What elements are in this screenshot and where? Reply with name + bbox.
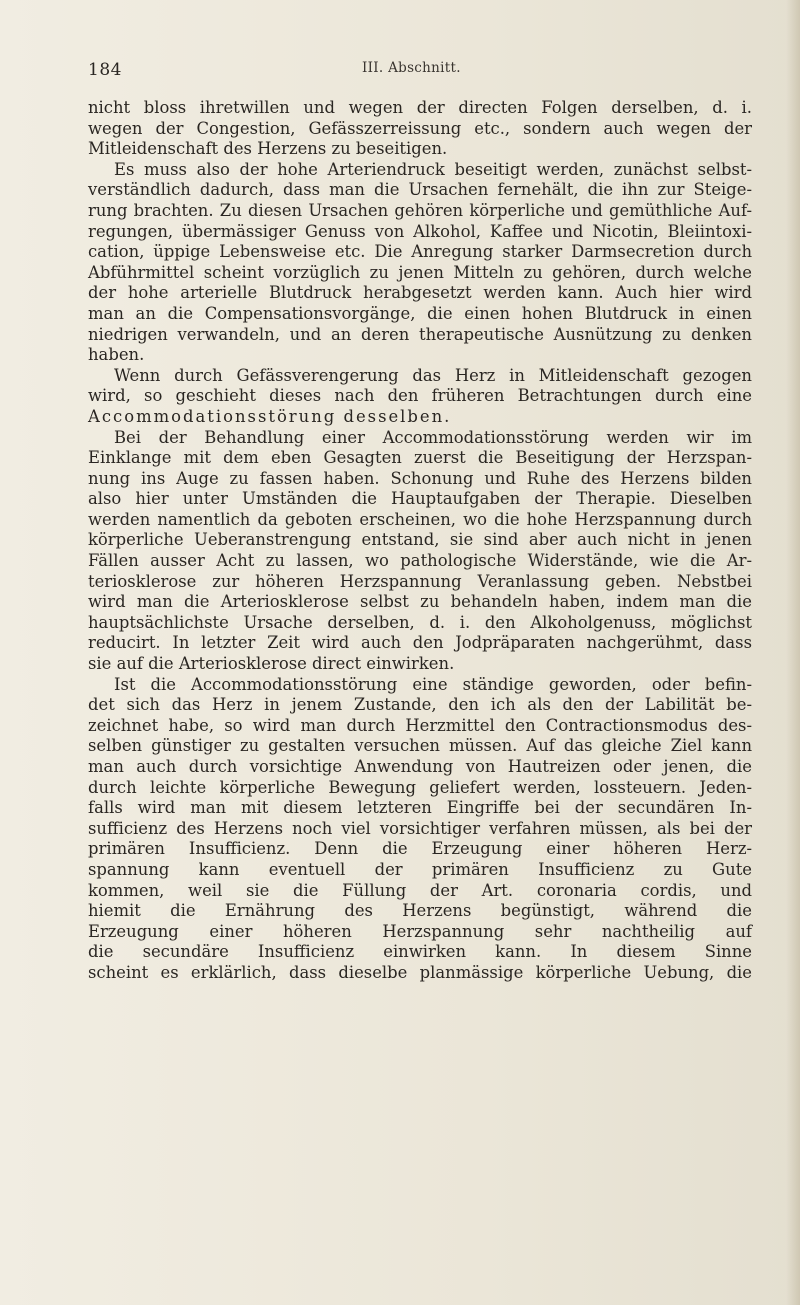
text-line: man an die Compensationsvorgänge, die einen hohen Blutdruck in einen — [88, 303, 752, 323]
text-line: wird, so geschieht dieses nach den früheren Betrachtungen durch eine — [88, 386, 752, 406]
text-line: scheint es erklärlich, dass dieselbe planmässige körperliche Uebung, die — [88, 962, 752, 982]
text-line: Abführmittel scheint vorzüglich zu jenen Mitteln zu gehören, durch welche — [88, 262, 752, 282]
text-line: Einklange mit dem eben Gesagten zuerst die Beseitigung der Herzspan- — [88, 448, 752, 468]
text-line: Fällen ausser Acht zu lassen, wo pathologische Widerstände, wie die Ar- — [88, 551, 752, 571]
text-line: Mitleidenschaft des Herzens zu beseitigen. — [88, 139, 448, 159]
text-line: teriosklerose zur höheren Herzspannung Veranlassung geben. Nebstbei — [88, 571, 752, 591]
page-header — [88, 60, 740, 82]
text-line: hiemit die Ernährung des Herzens begünstigt, während die — [88, 901, 752, 921]
text-line: körperliche Ueberanstrengung entstand, sie sind aber auch nicht in jenen — [88, 530, 752, 550]
text-line: Ist die Accommodationsstörung eine ständige geworden, oder befin- — [114, 674, 752, 694]
text-line: wegen der Congestion, Gefässzerreissung etc., sondern auch wegen der — [88, 118, 752, 138]
text-line: rung brachten. Zu diesen Ursachen gehören körperliche und gemüthliche Auf- — [88, 200, 752, 220]
text-line: reducirt. In letzter Zeit wird auch den Jodpräparaten nachgerühmt, dass — [88, 633, 752, 653]
running-head: III. Abschnitt. — [362, 60, 461, 76]
text-line: Wenn durch Gefässverengerung das Herz in Mitleidenschaft gezogen — [114, 365, 752, 385]
text-line: Erzeugung einer höheren Herzspannung sehr nachtheilig auf — [88, 921, 752, 941]
text-line: also hier unter Umständen die Hauptaufgaben der Therapie. Dieselben — [88, 489, 752, 509]
text-line: Es muss also der hohe Arteriendruck beseitigt werden, zunächst selbst- — [114, 159, 752, 179]
body-text — [88, 98, 752, 984]
text-line: niedrigen verwandeln, und an deren therapeutische Ausnützung zu denken — [88, 324, 752, 344]
text-line: nung ins Auge zu fassen haben. Schonung und Ruhe des Herzens bilden — [88, 468, 752, 488]
page-edge-shadow — [786, 0, 800, 1305]
text-line: falls wird man mit diesem letzteren Eingriffe bei der secundären In- — [88, 798, 752, 818]
text-line: Accommodationsstörung desselben. — [88, 406, 452, 426]
text-line: werden namentlich da geboten erscheinen, wo die hohe Herzspannung durch — [88, 509, 752, 529]
text-line: regungen, übermässiger Genuss von Alkohol, Kaffee und Nicotin, Bleiintoxi- — [88, 221, 752, 241]
text-line: wird man die Arteriosklerose selbst zu behandeln haben, indem man die — [88, 592, 752, 612]
text-line: nicht bloss ihretwillen und wegen der directen Folgen derselben, d. i. — [88, 98, 752, 117]
page-number: 184 — [88, 60, 122, 80]
text-line: sufficienz des Herzens noch viel vorsichtiger verfahren müssen, als bei der — [88, 818, 752, 838]
text-line: durch leichte körperliche Bewegung geliefert werden, lossteuern. Jeden- — [88, 777, 752, 797]
text-line: zeichnet habe, so wird man durch Herzmittel den Contractionsmodus des- — [88, 715, 752, 735]
text-line: primären Insufficienz. Denn die Erzeugung einer höheren Herz- — [88, 839, 752, 859]
text-line: selben günstiger zu gestalten versuchen müssen. Auf das gleiche Ziel kann — [88, 736, 752, 756]
text-line: haben. — [88, 345, 145, 365]
text-line: die secundäre Insufficienz einwirken kann. In diesem Sinne — [88, 942, 752, 962]
text-line: sie auf die Arteriosklerose direct einwirken. — [88, 654, 455, 674]
text-line: kommen, weil sie die Füllung der Art. coronaria cordis, und — [88, 880, 752, 900]
text-line: man auch durch vorsichtige Anwendung von Hautreizen oder jenen, die — [88, 757, 752, 776]
text-line: verständlich dadurch, dass man die Ursachen fernehält, die ihn zur Steige- — [88, 180, 752, 200]
text-line: spannung kann eventuell der primären Insufficienz zu Gute — [88, 859, 752, 879]
text-line: Bei der Behandlung einer Accommodationsstörung werden wir im — [114, 427, 752, 447]
text-line: der hohe arterielle Blutdruck herabgesetzt werden kann. Auch hier wird — [88, 283, 752, 303]
text-line: det sich das Herz in jenem Zustande, den ich als den der Labilität be- — [88, 695, 752, 715]
text-line: cation, üppige Lebensweise etc. Die Anregung starker Darmsecretion durch — [88, 242, 752, 262]
text-line: hauptsächlichste Ursache derselben, d. i. den Alkoholgenuss, möglichst — [88, 612, 752, 632]
